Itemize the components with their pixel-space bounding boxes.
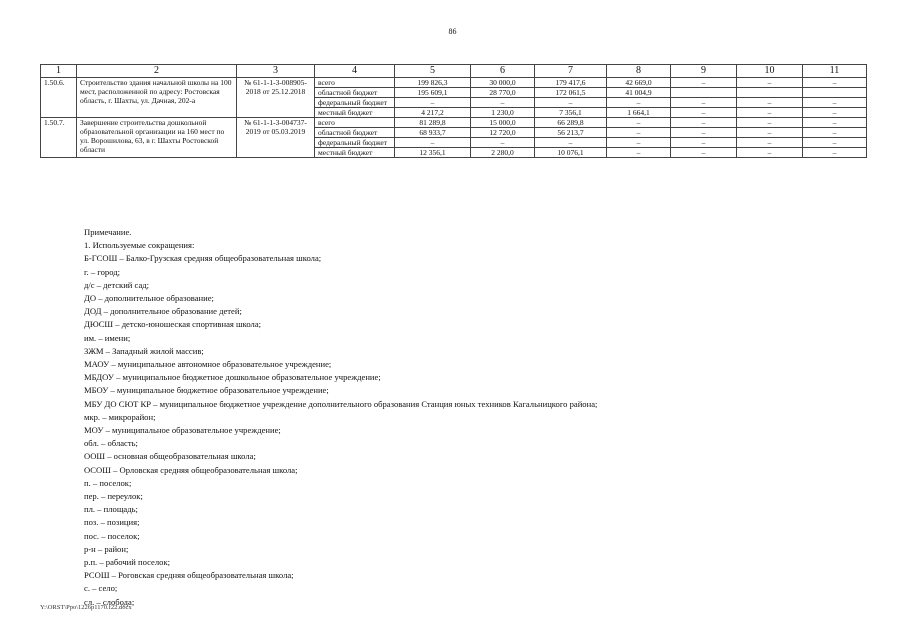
- amount-cell: –: [737, 118, 803, 128]
- abbreviation-item: обл. – область;: [84, 438, 138, 449]
- funding-source-cell: всего: [315, 118, 395, 128]
- column-header: 1: [41, 65, 77, 78]
- column-header: 7: [535, 65, 607, 78]
- abbreviation-item: пер. – переулок;: [84, 491, 143, 502]
- amount-cell: –: [803, 138, 867, 148]
- abbreviation-item: ООШ – основная общеобразовательная школа;: [84, 451, 256, 462]
- funding-source-cell: федеральный бюджет: [315, 98, 395, 108]
- amount-cell: –: [671, 98, 737, 108]
- amount-cell: 42 669,0: [607, 78, 671, 88]
- amount-cell: 195 609,1: [395, 88, 471, 98]
- column-header: 6: [471, 65, 535, 78]
- abbreviation-item: п. – поселок;: [84, 477, 132, 488]
- amount-cell: [671, 88, 737, 98]
- abbreviation-item: МБОУ – муниципальное бюджетное образовательное учреждение;: [84, 385, 329, 396]
- amount-cell: 28 770,0: [471, 88, 535, 98]
- amount-cell: –: [535, 138, 607, 148]
- amount-cell: –: [607, 118, 671, 128]
- column-header: 8: [607, 65, 671, 78]
- column-header: 4: [315, 65, 395, 78]
- amount-cell: 199 826,3: [395, 78, 471, 88]
- project-index-cell: 1.50.7.: [41, 118, 77, 158]
- amount-cell: –: [803, 118, 867, 128]
- amount-cell: –: [737, 98, 803, 108]
- amount-cell: –: [671, 78, 737, 88]
- amount-cell: –: [607, 148, 671, 158]
- abbreviation-item: пос. – поселок;: [84, 530, 140, 541]
- amount-cell: –: [607, 128, 671, 138]
- table-header-row: [41, 65, 867, 78]
- amount-cell: –: [671, 118, 737, 128]
- notes-subtitle: 1. Используемые сокращения:: [84, 240, 195, 251]
- abbreviation-item: сл. – слобода;: [84, 596, 135, 607]
- amount-cell: –: [607, 98, 671, 108]
- abbreviation-item: РСОШ – Роговская средняя общеобразовательная школа;: [84, 570, 294, 581]
- abbreviation-item: пл. – площадь;: [84, 504, 138, 515]
- amount-cell: 7 356,1: [535, 108, 607, 118]
- amount-cell: –: [737, 128, 803, 138]
- funding-source-cell: местный бюджет: [315, 108, 395, 118]
- amount-cell: 2 280,0: [471, 148, 535, 158]
- abbreviation-item: ОСОШ – Орловская средняя общеобразовательная школа;: [84, 464, 298, 475]
- amount-cell: –: [803, 98, 867, 108]
- abbreviation-item: Б-ГСОШ – Балко-Грузская средняя общеобразовательная школа;: [84, 253, 322, 264]
- funding-source-cell: местный бюджет: [315, 148, 395, 158]
- amount-cell: 56 213,7: [535, 128, 607, 138]
- column-header: 2: [77, 65, 237, 78]
- amount-cell: 15 000,0: [471, 118, 535, 128]
- amount-cell: 30 000,0: [471, 78, 535, 88]
- table-row: [41, 118, 867, 128]
- notes-title: Примечание.: [84, 227, 132, 237]
- amount-cell: –: [671, 148, 737, 158]
- column-header: 10: [737, 65, 803, 78]
- amount-cell: –: [671, 108, 737, 118]
- page-number: 86: [448, 27, 457, 36]
- project-document-cell: № 61-1-1-3-008905-2018 от 25.12.2018: [237, 78, 315, 118]
- amount-cell: 10 076,1: [535, 148, 607, 158]
- budget-table: [40, 64, 867, 158]
- abbreviation-item: поз. – позиция;: [84, 517, 140, 528]
- column-header: 11: [803, 65, 867, 78]
- abbreviation-item: ДЮСШ – детско-юношеская спортивная школа;: [84, 319, 262, 330]
- amount-cell: –: [737, 78, 803, 88]
- amount-cell: 12 720,0: [471, 128, 535, 138]
- abbreviation-item: д/с – детский сад;: [84, 279, 150, 290]
- amount-cell: 172 061,5: [535, 88, 607, 98]
- notes-section: [84, 226, 597, 609]
- budget-table-body: [41, 65, 867, 158]
- amount-cell: –: [737, 148, 803, 158]
- abbreviation-item: мкр. – микрорайон;: [84, 411, 156, 422]
- project-index-cell: 1.50.6.: [41, 78, 77, 118]
- amount-cell: –: [395, 138, 471, 148]
- abbreviation-item: им. – имени;: [84, 332, 131, 343]
- project-name-cell: Завершение строительства дошкольной образовательной организации на 160 мест по ул. Ворошилова, 63, в г. Шахты Ростовской области: [77, 118, 237, 158]
- abbreviations-list: [84, 252, 597, 608]
- abbreviation-item: с. – село;: [84, 583, 118, 594]
- amount-cell: 12 356,1: [395, 148, 471, 158]
- amount-cell: –: [471, 138, 535, 148]
- abbreviation-item: р.п. – рабочий поселок;: [84, 557, 171, 568]
- amount-cell: 41 004,9: [607, 88, 671, 98]
- abbreviation-item: ДО – дополнительное образование;: [84, 293, 214, 304]
- funding-source-cell: областной бюджет: [315, 128, 395, 138]
- column-header: 3: [237, 65, 315, 78]
- abbreviation-item: ДОД – дополнительное образование детей;: [84, 306, 242, 317]
- abbreviation-item: МОУ – муниципальное образовательное учреждение;: [84, 425, 281, 436]
- project-name-cell: Строительство здания начальной школы на 100 мест, расположенной по адресу: Ростовская область, г. Шахты, ул. Дачная, 202-а: [77, 78, 237, 118]
- amount-cell: –: [803, 78, 867, 88]
- amount-cell: 68 933,7: [395, 128, 471, 138]
- abbreviation-item: р-н – район;: [84, 543, 129, 554]
- amount-cell: 179 417,6: [535, 78, 607, 88]
- amount-cell: –: [671, 138, 737, 148]
- amount-cell: –: [471, 98, 535, 108]
- column-header: 9: [671, 65, 737, 78]
- amount-cell: –: [737, 108, 803, 118]
- amount-cell: [803, 88, 867, 98]
- amount-cell: –: [671, 128, 737, 138]
- funding-source-cell: всего: [315, 78, 395, 88]
- column-header: 5: [395, 65, 471, 78]
- amount-cell: –: [803, 148, 867, 158]
- abbreviation-item: МБДОУ – муниципальное бюджетное дошкольное образовательное учреждение;: [84, 372, 381, 383]
- funding-source-cell: федеральный бюджет: [315, 138, 395, 148]
- footer-file-path: Y:\ORST\Ppo\1226p1170.f22.docx: [40, 604, 132, 611]
- abbreviation-item: г. – город;: [84, 266, 121, 277]
- amount-cell: 66 289,8: [535, 118, 607, 128]
- amount-cell: 81 289,8: [395, 118, 471, 128]
- amount-cell: 1 664,1: [607, 108, 671, 118]
- abbreviation-item: МАОУ – муниципальное автономное образовательное учреждение;: [84, 359, 332, 370]
- abbreviation-item: ЗЖМ – Западный жилой массив;: [84, 345, 204, 356]
- amount-cell: –: [737, 138, 803, 148]
- amount-cell: –: [803, 128, 867, 138]
- amount-cell: 1 230,0: [471, 108, 535, 118]
- amount-cell: –: [803, 108, 867, 118]
- amount-cell: [737, 88, 803, 98]
- funding-source-cell: областной бюджет: [315, 88, 395, 98]
- amount-cell: 4 217,2: [395, 108, 471, 118]
- abbreviation-item: МБУ ДО СЮТ КР – муниципальное бюджетное учреждение дополнительного образования Станция юных техников Кагальницкого района;: [84, 398, 598, 409]
- amount-cell: –: [395, 98, 471, 108]
- amount-cell: –: [535, 98, 607, 108]
- project-document-cell: № 61-1-1-3-004737-2019 от 05.03.2019: [237, 118, 315, 158]
- amount-cell: –: [607, 138, 671, 148]
- table-row: [41, 78, 867, 88]
